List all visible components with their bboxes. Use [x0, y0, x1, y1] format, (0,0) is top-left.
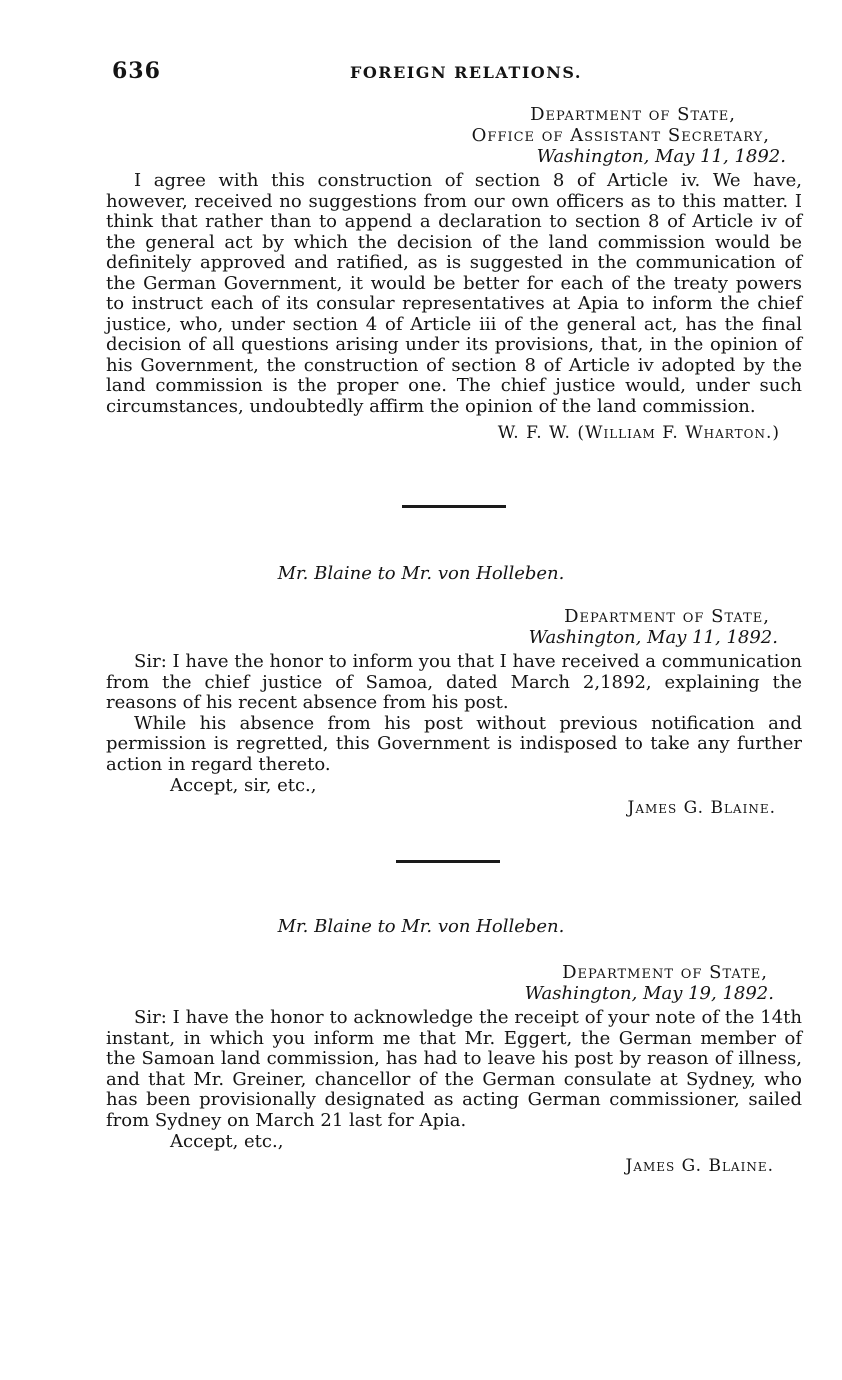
letter1-body [106, 652, 802, 819]
letter2-paragraph-1: Sir: I have the honor to acknowledge the receipt of your note of the 14th instant, in which you inform me that Mr. Eggert, the German member of the Samoan land commission, has had to leave his post by reason of illness, and that Mr. Greiner, chancellor of the German consulate at Sydney, who has been provisionally designated as acting German commissioner, sailed from Sydney on March 21 last for Apia. [106, 1007, 802, 1131]
page-number: 636 [112, 58, 161, 84]
letter1-heading [106, 606, 802, 648]
letter2-closing: Accept, etc., [170, 1131, 284, 1152]
section-divider [402, 505, 506, 508]
memo-office-line: Office of Assistant Secretary, [471, 125, 770, 146]
memo-paragraph: I agree with this construction of section 8 of Article iv. We have, however, received no suggestions from our own officers as to this matter. I think that rather than to append a declaration to section 8 of Article iv of the general act by which the decision of the land commission would be definitely approved and ratified, as is suggested in the communication of the German Government, it would be better for each of the treaty powers to instruct each of its consular representatives at Apia to inform the chief justice, who, under section 4 of Article iii of the general act, has the final decision of all questions arising under its provisions, that, in the opinion of his Government, the construction of section 8 of Article iv adopted by the land commission is the proper one. The chief justice would, under such circumstances, undoubtedly affirm the opinion of the land commission. [106, 170, 802, 417]
memo-dept-line: Department of State, [530, 104, 736, 125]
letter1-dateline: Washington, May 11, 1892. [528, 627, 778, 648]
letter1-paragraph-1: Sir: I have the honor to inform you that I have received a communication from the chief justice of Samoa, dated March 2,1892, explaining the reasons of his recent absence from his post. [106, 651, 802, 713]
letter2-heading [106, 962, 802, 1004]
letter1-caption: Mr. Blaine to Mr. von Holleben. [277, 563, 565, 584]
letter1-dept-line: Department of State, [564, 606, 770, 627]
letter2-signature: James G. Blaine. [625, 1156, 774, 1176]
letter2-body [106, 1008, 802, 1177]
letter1-closing: Accept, sir, etc., [170, 775, 317, 796]
letter1-signature: James G. Blaine. [627, 798, 776, 818]
letter2-caption: Mr. Blaine to Mr. von Holleben. [277, 916, 565, 937]
memo-signature: W. F. W. (William F. Wharton.) [497, 423, 780, 443]
section-divider [396, 860, 500, 863]
letter1-paragraph-2: While his absence from his post without previous notification and permission is regretted, this Government is indisposed to take any further action in regard thereto. [106, 712, 802, 775]
memo-dateline: Washington, May 11, 1892. [536, 146, 786, 167]
letter2-dateline: Washington, May 19, 1892. [524, 983, 774, 1004]
letter2-dept-line: Department of State, [562, 962, 768, 983]
memo-heading [106, 104, 802, 167]
page-header [112, 58, 802, 90]
running-head: FOREIGN RELATIONS. [350, 63, 582, 82]
memo-body [106, 171, 802, 444]
